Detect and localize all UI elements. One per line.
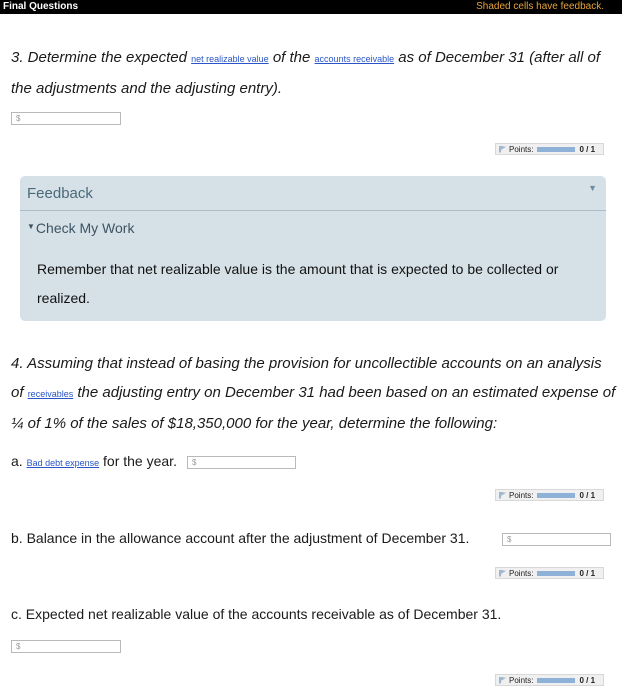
receivables-link[interactable]: receivables [27, 389, 74, 399]
collapse-caret-icon[interactable]: ▼ [588, 183, 597, 193]
feedback-message: Remember that net realizable value is the amount that is expected to be collected or realized. [37, 261, 559, 306]
top-bar [0, 0, 622, 14]
part-b-input[interactable]: $ [502, 533, 611, 546]
points-indicator: Points: 0 / 1 [495, 143, 604, 155]
part-c-input[interactable]: $ [11, 640, 121, 653]
flag-icon [499, 570, 506, 577]
points-indicator: Points: 0 / 1 [495, 567, 604, 579]
progress-bar [537, 571, 575, 576]
progress-bar [537, 147, 575, 152]
feedback-heading: Feedback [27, 185, 93, 202]
progress-bar [537, 678, 575, 683]
part-a-input[interactable]: $ [187, 456, 296, 469]
part-c-text: c. Expected net realizable value of the accounts receivable as of December 31. [11, 606, 502, 622]
feedback-panel [20, 176, 606, 321]
points-indicator: Points: 0 / 1 [495, 674, 604, 686]
progress-bar [537, 493, 575, 498]
part-a-text: a. Bad debt expense for the year. [11, 453, 177, 469]
bad-debt-expense-link[interactable]: Bad debt expense [26, 458, 100, 468]
shaded-cells-note: Shaded cells have feedback. [476, 1, 604, 12]
feedback-divider [20, 210, 606, 211]
check-my-work-toggle[interactable]: ▼Check My Work [27, 220, 135, 236]
question-4-text: 4. Assuming that instead of basing the provision for uncollectible accounts on an analysis of receivables the adjusting entry on December 31 had been based on an estimated expense of ¼ of 1% of the sales of $18,350,000 for the year, determine the following: [11, 355, 616, 432]
part-b-text: b. Balance in the allowance account after the adjustment of December 31. [11, 530, 470, 546]
flag-icon [499, 146, 506, 153]
question-3-text: 3. Determine the expected net realizable value of the accounts receivable as of December 31 (after all of the adjustments and the adjusting entry). [11, 49, 601, 97]
net-realizable-value-link[interactable]: net realizable value [191, 54, 269, 64]
points-indicator: Points: 0 / 1 [495, 489, 604, 501]
flag-icon [499, 492, 506, 499]
expand-triangle-icon: ▼ [27, 222, 35, 231]
flag-icon [499, 677, 506, 684]
assignment-title: Final Questions [3, 1, 79, 12]
accounts-receivable-link[interactable]: accounts receivable [314, 54, 395, 64]
q3-answer-input[interactable]: $ [11, 112, 121, 125]
